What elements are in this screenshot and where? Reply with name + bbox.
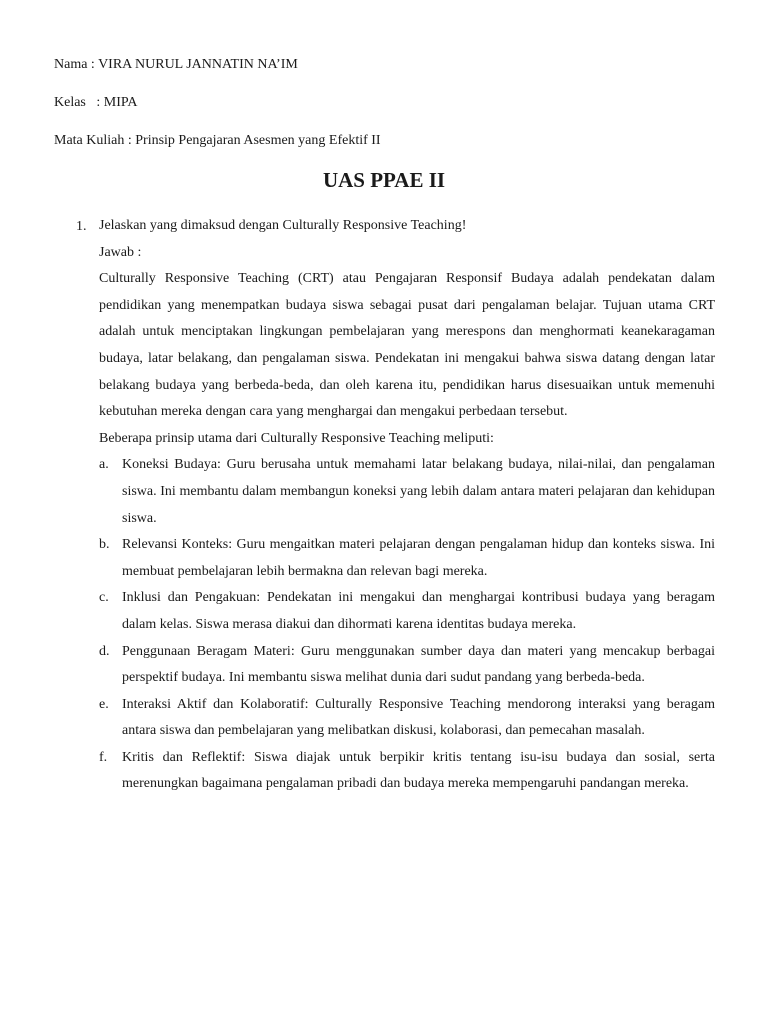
principle-text: Koneksi Budaya: Guru berusaha untuk memahami latar belakang budaya, nilai-nilai, dan pengalaman siswa. Ini membantu dalam membangun koneksi yang lebih dalam antara materi pelajaran dan kehidupan siswa. (122, 457, 715, 526)
principle-text: Interaksi Aktif dan Kolaboratif: Culturally Responsive Teaching mendorong interaksi yang beragam antara siswa dan pembelajaran yang melibatkan diskusi, kolaborasi, dan pemecahan masalah. (122, 696, 715, 739)
principle-item (99, 585, 715, 638)
document-title: UAS PPAE II (322, 168, 446, 192)
principle-text: Inklusi dan Pengakuan: Pendekatan ini mengakui dan menghargai kontribusi budaya yang beragam dalam kelas. Siswa merasa diakui dan dihormati karena identitas budaya mereka. (122, 590, 715, 632)
principles-intro: Beberapa prinsip utama dari Culturally Responsive Teaching meliputi: (99, 430, 494, 446)
principles-list (99, 452, 715, 798)
question-text: Jelaskan yang dimaksud dengan Culturally Responsive Teaching! (99, 218, 467, 233)
principle-item (99, 452, 715, 532)
answer-paragraph: Culturally Responsive Teaching (CRT) atau Pengajaran Responsif Budaya adalah pendekatan dalam pendidikan yang menempatkan budaya siswa sebagai pusat dari pengalaman belajar. Tujuan utama CRT adalah untuk menciptakan lingkungan pembelajaran yang merespons dan menghormati keanekaragaman budaya, latar belakang, dan pengalaman siswa. Pendekatan ini mengakui bahwa siswa datang dengan latar belakang budaya yang berbeda-beda, dan oleh karena itu, pendidikan harus disesuaikan untuk memenuhi kebutuhan mereka dengan cara yang menghargai dan mengakui perbedaan tersebut. (99, 271, 715, 420)
principle-letter: f. (99, 749, 108, 765)
principle-letter: a. (99, 457, 109, 473)
principle-item (99, 692, 715, 745)
principle-item (99, 639, 715, 692)
question-body (99, 213, 715, 798)
course-line: Mata Kuliah : Prinsip Pengajaran Asesmen yang Efektif II (54, 133, 381, 148)
principle-text: Relevansi Konteks: Guru mengaitkan materi pelajaran dengan pengalaman hidup dan konteks siswa. Ini membuat pembelajaran lebih bermakna dan relevan bagi mereka. (122, 537, 715, 579)
principle-item (99, 745, 715, 798)
student-name-line: Nama : VIRA NURUL JANNATIN NA’IM (54, 57, 298, 72)
principle-letter: e. (99, 696, 109, 712)
principle-text: Penggunaan Beragam Materi: Guru menggunakan sumber daya dan materi yang mencakup berbagai perspektif budaya. Ini membantu siswa melihat dunia dari sudut pandang yang berbeda-beda. (122, 643, 715, 686)
question-number: 1. (76, 219, 87, 234)
principle-letter: d. (99, 643, 110, 659)
principle-letter: c. (99, 590, 109, 606)
principle-text: Kritis dan Reflektif: Siswa diajak untuk berpikir kritis tentang isu-isu budaya dan sosial, serta merenungkan bagaimana pengalaman pribadi dan budaya mereka mempengaruhi pandangan mereka. (122, 749, 715, 792)
principle-letter: b. (99, 537, 110, 553)
class-line: Kelas : MIPA (54, 95, 138, 110)
answer-label: Jawab : (99, 244, 142, 260)
principle-item (99, 532, 715, 585)
